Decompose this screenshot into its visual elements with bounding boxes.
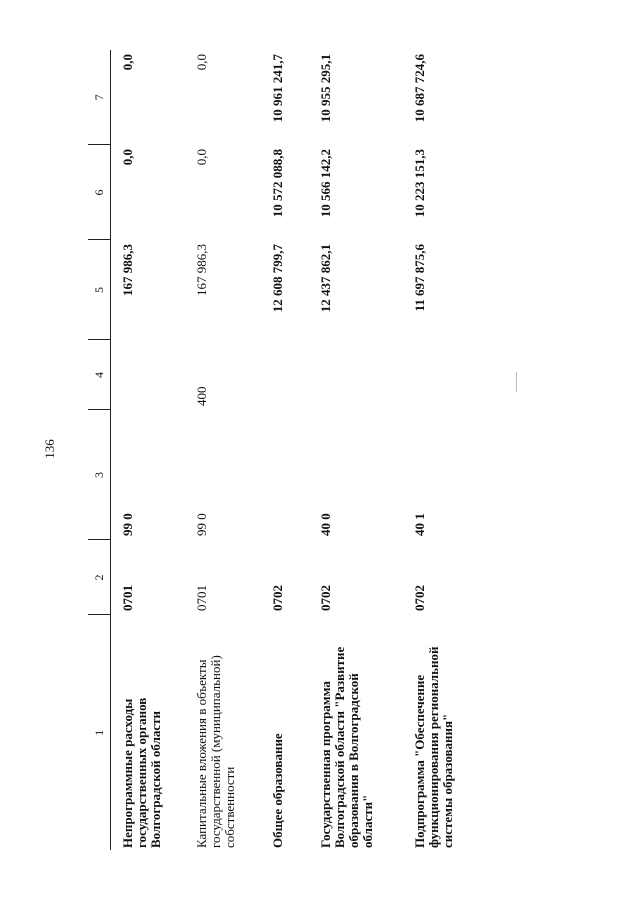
row-target: 99 0: [120, 513, 135, 536]
header-col-5: 5: [88, 240, 111, 340]
row-value-7: 0,0: [120, 54, 135, 71]
row-name: Подпрограмма "Обеспечение функционирования региональной системы образования": [411, 646, 455, 848]
header-col-1: 1: [88, 615, 111, 850]
row-name: Общее образование: [269, 733, 285, 848]
row-value-7: 10 961 241,7: [269, 54, 285, 123]
row-value-5: 12 437 862,1: [317, 244, 333, 313]
row-value-6: 0,0: [193, 149, 209, 166]
row-value-5: 12 608 799,7: [269, 244, 285, 313]
row-type: 400: [193, 386, 209, 406]
row-value-6: 10 572 088,8: [269, 149, 285, 218]
row-value-5: 11 697 875,6: [411, 244, 427, 312]
header-col-7: 7: [88, 50, 111, 145]
table-row: [185, 50, 261, 850]
row-value-6: 10 566 142,2: [317, 149, 333, 218]
table-row: [309, 50, 403, 850]
row-target: 40 0: [317, 513, 333, 536]
budget-table: [88, 50, 483, 850]
row-name: Государственная программа Волгоградской области "Развитие образования в Волгоградской области": [317, 646, 375, 848]
table-row: [261, 50, 309, 850]
rotated-table-container: [88, 50, 568, 850]
scan-artifact: [516, 372, 517, 392]
row-target: 40 1: [411, 513, 427, 536]
table-row: [111, 50, 185, 850]
row-type: [261, 340, 309, 410]
row-type: [403, 340, 483, 410]
row-section: 0702: [269, 585, 285, 611]
row-target: 99 0: [193, 513, 209, 536]
row-section: 0701: [193, 585, 209, 611]
header-col-3: 3: [88, 410, 111, 540]
row-section: 0702: [317, 585, 333, 611]
row-target: [261, 410, 309, 540]
table-row: [403, 50, 483, 850]
row-section: 0702: [411, 585, 427, 611]
row-section: 0701: [120, 585, 135, 611]
row-type: [111, 340, 185, 410]
row-value-6: 10 223 151,3: [411, 149, 427, 218]
header-col-6: 6: [88, 145, 111, 240]
header-col-4: 4: [88, 340, 111, 410]
page-number: 136: [42, 439, 57, 459]
row-name: Непрограммные расходы государственных органов Волгоградской области: [120, 697, 163, 848]
header-row: [88, 50, 111, 850]
row-value-5: 167 986,3: [120, 244, 135, 296]
row-value-6: 0,0: [120, 149, 135, 166]
row-value-5: 167 986,3: [193, 244, 209, 296]
row-value-7: 0,0: [193, 54, 209, 71]
row-type: [309, 340, 403, 410]
row-value-7: 10 687 724,6: [411, 54, 427, 123]
header-col-2: 2: [88, 540, 111, 615]
row-name: Капитальные вложения в объекты государственной (муниципальной) собственности: [193, 655, 237, 848]
row-value-7: 10 955 295,1: [317, 54, 333, 123]
